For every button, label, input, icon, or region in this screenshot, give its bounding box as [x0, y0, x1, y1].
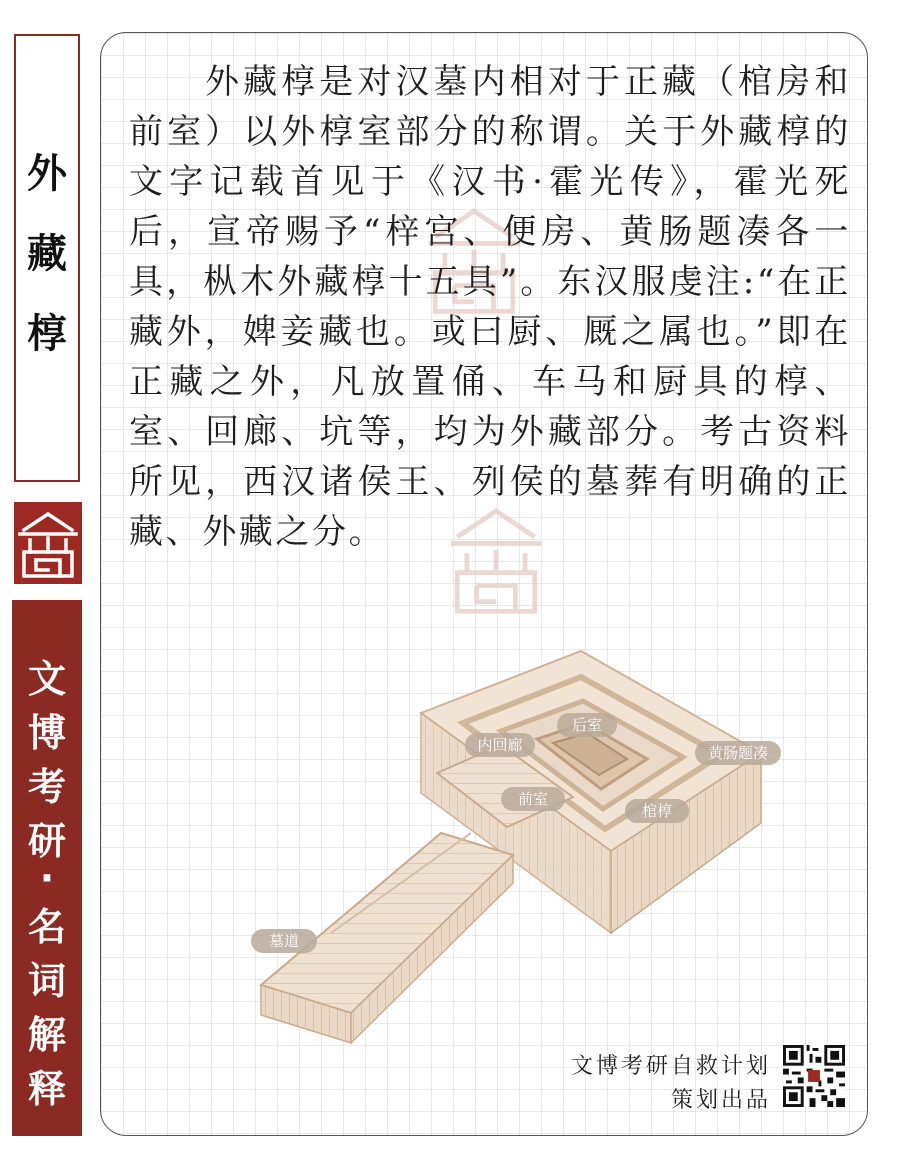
svg-text:后室: 后室 — [571, 716, 603, 734]
label-nei-hui-lang — [465, 733, 535, 757]
banner-char: · — [39, 856, 55, 900]
banner-char: 考 — [27, 765, 66, 809]
title-char-3: 椁 — [27, 311, 67, 357]
label-qian-shi — [501, 787, 565, 811]
svg-text:前室: 前室 — [517, 790, 549, 808]
label-huang-chang-ti-cou — [695, 741, 781, 765]
content-card — [100, 32, 868, 1136]
banner-char: 名 — [27, 905, 66, 949]
banner-char: 词 — [27, 959, 66, 1003]
series-banner — [12, 600, 82, 1136]
qr-code-icon — [783, 1045, 845, 1107]
credit-line-1: 文博考研自救计划 — [570, 1054, 771, 1079]
title-box — [14, 34, 80, 482]
banner-char: 解 — [27, 1013, 66, 1057]
banner-char: 释 — [27, 1067, 66, 1111]
tomb-structure-illustration — [201, 633, 801, 1053]
label-hou-shi — [557, 713, 617, 737]
label-mu-dao — [251, 929, 317, 953]
svg-text:黄肠题凑: 黄肠题凑 — [707, 744, 769, 762]
body-paragraph: 外藏椁是对汉墓内相对于正藏（棺房和前室）以外椁室部分的称谓。关于外藏椁的文字记载首见于《汉书·霍光传》，霍光死后，宣帝赐予“梓宫、便房、黄肠题凑各一具，枞木外藏椁十五具”。东汉服虔注:“在正藏外，婢妾藏也。或曰厨、厩之属也。”即在正藏之外，凡放置俑、车马和厨具的椁、室、回廊、坑等，均为外藏部分。考古资料所见，西汉诸侯王、列侯的墓葬有明确的正藏、外藏之分。 — [129, 62, 851, 552]
credit-line-2: 策划出品 — [670, 1088, 771, 1113]
svg-text:内回廊: 内回廊 — [477, 736, 523, 754]
banner-char: 研 — [27, 819, 66, 863]
banner-char: 博 — [27, 711, 66, 755]
seal-logo-icon — [14, 502, 82, 584]
banner-char: 文 — [27, 657, 66, 701]
svg-text:棺椁: 棺椁 — [641, 802, 673, 820]
label-guan-guo — [625, 799, 689, 823]
svg-text:墓道: 墓道 — [268, 932, 300, 950]
title-char-1: 外 — [27, 151, 67, 197]
title-char-2: 藏 — [27, 231, 67, 277]
